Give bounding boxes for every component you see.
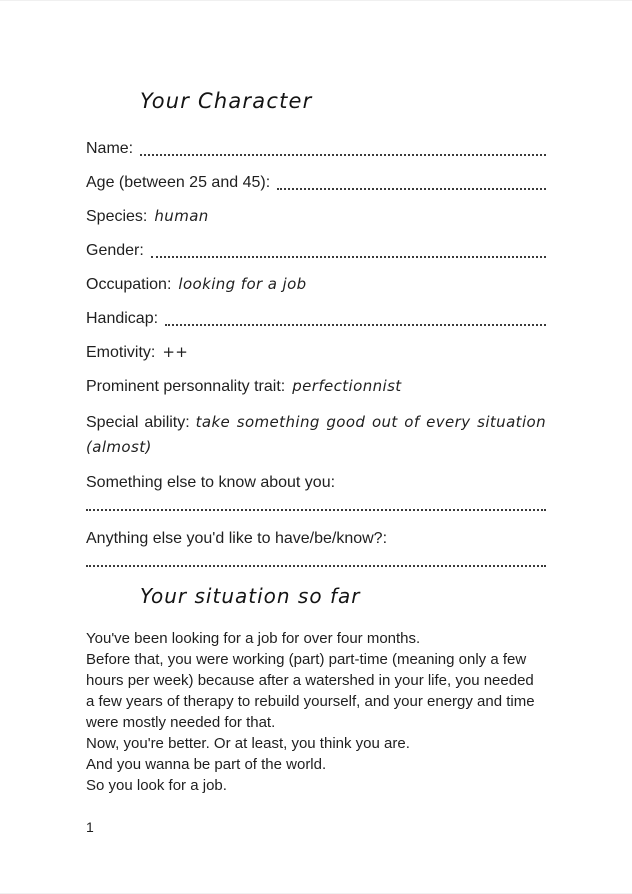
field-row-gender xyxy=(86,240,546,261)
field-row-special-ability xyxy=(86,410,546,459)
situation-section-title: Your situation so far xyxy=(140,584,361,608)
situation-text xyxy=(86,628,561,796)
situation-text-line: And you wanna be part of the world. xyxy=(86,756,327,773)
field-label-special-ability: Special ability: xyxy=(86,414,190,431)
field-label-something-else: Something else to know about you: xyxy=(86,474,336,491)
field-row-species xyxy=(86,206,546,227)
field-label-occupation: Occupation: xyxy=(86,276,172,293)
field-value-emotivity: ++ xyxy=(162,343,189,361)
dotted-fill-line xyxy=(165,324,546,326)
field-label-handicap: Handicap: xyxy=(86,310,159,327)
situation-text-line: a few years of therapy to rebuild yourself, and your energy and time xyxy=(86,693,535,710)
special-ability-line2: (almost) xyxy=(86,438,152,456)
situation-text-line: hours per week) because after a watershed in your life, you needed xyxy=(86,672,534,689)
page-number: 1 xyxy=(86,819,94,835)
field-row-age xyxy=(86,172,546,193)
field-row-personality-trait xyxy=(86,376,546,397)
field-label-personality-trait: Prominent personnality trait: xyxy=(86,378,286,395)
field-value-special-ability: take something good out of every situation xyxy=(195,413,546,431)
field-value-occupation: looking for a job xyxy=(178,275,307,293)
dotted-fill-line xyxy=(277,188,546,190)
field-label-anything-else: Anything else you'd like to have/be/know?: xyxy=(86,530,388,547)
situation-text-line: Before that, you were working (part) part-time (meaning only a few xyxy=(86,651,527,668)
dotted-fill-line xyxy=(86,509,546,511)
special-ability-line1 xyxy=(86,410,546,435)
dotted-fill-line xyxy=(86,565,546,567)
field-value-personality-trait: perfectionnist xyxy=(292,377,402,395)
situation-text-line: You've been looking for a job for over four months. xyxy=(86,630,421,647)
field-label-name: Name: xyxy=(86,140,134,157)
dotted-fill-line xyxy=(151,256,546,258)
situation-text-line: were mostly needed for that. xyxy=(86,714,276,731)
field-value-species: human xyxy=(154,207,209,225)
field-row-name xyxy=(86,138,546,159)
field-label-emotivity: Emotivity: xyxy=(86,344,156,361)
field-label-age: Age (between 25 and 45): xyxy=(86,174,271,191)
field-row-emotivity xyxy=(86,342,546,363)
situation-text-line: Now, you're better. Or at least, you think you are. xyxy=(86,735,410,752)
character-section-title: Your Character xyxy=(140,89,313,113)
field-row-handicap xyxy=(86,308,546,329)
dotted-fill-line xyxy=(140,154,546,156)
field-label-species: Species: xyxy=(86,208,148,225)
field-row-occupation xyxy=(86,274,546,295)
situation-text-line: So you look for a job. xyxy=(86,777,227,794)
field-label-gender: Gender: xyxy=(86,242,144,259)
